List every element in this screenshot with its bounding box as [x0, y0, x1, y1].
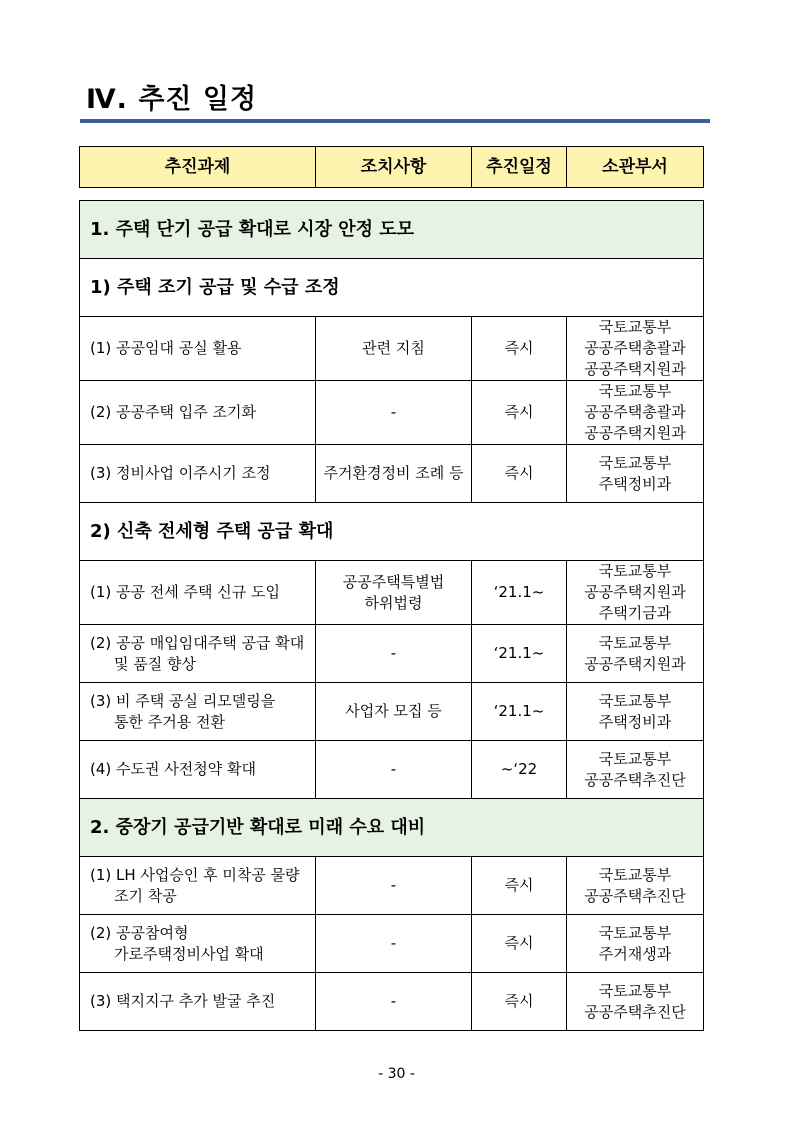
- task-cell: (4) 수도권 사전청약 확대: [80, 741, 316, 799]
- dept-cell: [567, 857, 704, 915]
- header-table: [79, 146, 704, 188]
- page-title: Ⅳ. 추진 일정: [86, 84, 258, 115]
- section-title: 2. 중장기 공급기반 확대로 미래 수요 대비: [80, 799, 704, 857]
- title-underline: [80, 119, 710, 123]
- dept-line: 공공주택추진단: [584, 886, 686, 905]
- action-cell: -: [316, 857, 472, 915]
- table-row: [80, 381, 704, 445]
- task-line: (2) 공공 매입임대주택 공급 확대: [90, 633, 305, 652]
- subsection-row: [80, 259, 704, 317]
- dept-line: 공공주택추진단: [584, 770, 686, 789]
- header-action: 조치사항: [316, 147, 472, 188]
- task-cell: [80, 683, 316, 741]
- task-cell: (3) 택지지구 추가 발굴 추진: [80, 973, 316, 1031]
- table-row: [80, 973, 704, 1031]
- dept-line: 국토교통부: [598, 923, 672, 942]
- dept-line: 공공주택지원과: [584, 424, 686, 442]
- table-row: [80, 741, 704, 799]
- dept-line: 공공주택지원과: [584, 360, 686, 378]
- dept-cell: [567, 381, 704, 445]
- dept-line: 주택기금과: [598, 604, 672, 622]
- dept-cell: [567, 973, 704, 1031]
- subsection-title: 1) 주택 조기 공급 및 수급 조정: [80, 259, 704, 317]
- dept-cell: [567, 445, 704, 503]
- dept-line: 국토교통부: [598, 318, 672, 336]
- dept-line: 공공주택추진단: [584, 1002, 686, 1021]
- schedule-cell: 즉시: [472, 445, 567, 503]
- schedule-cell: 즉시: [472, 317, 567, 381]
- header-dept: 소관부서: [567, 147, 704, 188]
- task-line: 가로주택정비사업 확대: [114, 944, 264, 963]
- action-cell: -: [316, 741, 472, 799]
- dept-cell: [567, 317, 704, 381]
- dept-line: 국토교통부: [598, 382, 672, 400]
- subsection-row: [80, 503, 704, 561]
- action-cell: -: [316, 973, 472, 1031]
- task-line: (3) 비 주택 공실 리모델링을: [90, 691, 276, 710]
- section-row: [80, 799, 704, 857]
- header-task: 추진과제: [80, 147, 316, 188]
- task-line: 조기 착공: [114, 886, 177, 905]
- dept-line: 국토교통부: [598, 562, 672, 580]
- table-row: [80, 317, 704, 381]
- dept-cell: [567, 741, 704, 799]
- dept-line: 국토교통부: [598, 633, 672, 652]
- dept-line: 주택정비과: [598, 474, 672, 493]
- dept-cell: [567, 625, 704, 683]
- dept-line: 국토교통부: [598, 691, 672, 710]
- action-cell: 관련 지침: [316, 317, 472, 381]
- action-cell: -: [316, 381, 472, 445]
- task-cell: [80, 625, 316, 683]
- schedule-table: [79, 200, 704, 1031]
- task-cell: (2) 공공주택 입주 조기화: [80, 381, 316, 445]
- dept-line: 국토교통부: [598, 981, 672, 1000]
- schedule-cell: ‘21.1~: [472, 561, 567, 625]
- task-cell: (1) 공공 전세 주택 신규 도입: [80, 561, 316, 625]
- dept-line: 공공주택총괄과: [584, 339, 686, 357]
- action-cell: -: [316, 625, 472, 683]
- action-cell: 주거환경정비 조례 등: [316, 445, 472, 503]
- schedule-cell: ‘21.1~: [472, 683, 567, 741]
- task-line: 통한 주거용 전환: [114, 712, 225, 731]
- task-cell: (1) 공공임대 공실 활용: [80, 317, 316, 381]
- subsection-title: 2) 신축 전세형 주택 공급 확대: [80, 503, 704, 561]
- table-row: [80, 445, 704, 503]
- dept-line: 공공주택지원과: [584, 654, 686, 673]
- dept-cell: [567, 683, 704, 741]
- dept-line: 국토교통부: [598, 453, 672, 472]
- action-cell: -: [316, 915, 472, 973]
- table-row: [80, 857, 704, 915]
- task-line: 및 품질 향상: [114, 654, 196, 673]
- table-row: [80, 625, 704, 683]
- action-line: 하위법령: [364, 593, 423, 612]
- table-row: [80, 683, 704, 741]
- dept-line: 공공주택지원과: [584, 583, 686, 601]
- header-schedule: 추진일정: [472, 147, 567, 188]
- schedule-cell: ‘21.1~: [472, 625, 567, 683]
- header-row: [80, 147, 704, 188]
- dept-line: 주거재생과: [598, 944, 672, 963]
- task-cell: [80, 857, 316, 915]
- action-cell: [316, 561, 472, 625]
- table-row: [80, 915, 704, 973]
- task-line: (1) LH 사업승인 후 미착공 물량: [90, 865, 300, 884]
- section-title: 1. 주택 단기 공급 확대로 시장 안정 도모: [80, 201, 704, 259]
- schedule-cell: 즉시: [472, 381, 567, 445]
- action-line: 공공주택특별법: [342, 572, 445, 591]
- schedule-cell: 즉시: [472, 915, 567, 973]
- schedule-cell: 즉시: [472, 857, 567, 915]
- dept-line: 국토교통부: [598, 749, 672, 768]
- section-row: [80, 201, 704, 259]
- schedule-cell: ~‘22: [472, 741, 567, 799]
- dept-line: 주택정비과: [598, 712, 672, 731]
- table-row: [80, 561, 704, 625]
- schedule-cell: 즉시: [472, 973, 567, 1031]
- dept-cell: [567, 915, 704, 973]
- page-number: - 30 -: [378, 1066, 415, 1082]
- dept-line: 국토교통부: [598, 865, 672, 884]
- task-line: (2) 공공참여형: [90, 923, 189, 942]
- dept-line: 공공주택총괄과: [584, 403, 686, 421]
- task-cell: (3) 정비사업 이주시기 조정: [80, 445, 316, 503]
- task-cell: [80, 915, 316, 973]
- dept-cell: [567, 561, 704, 625]
- action-cell: 사업자 모집 등: [316, 683, 472, 741]
